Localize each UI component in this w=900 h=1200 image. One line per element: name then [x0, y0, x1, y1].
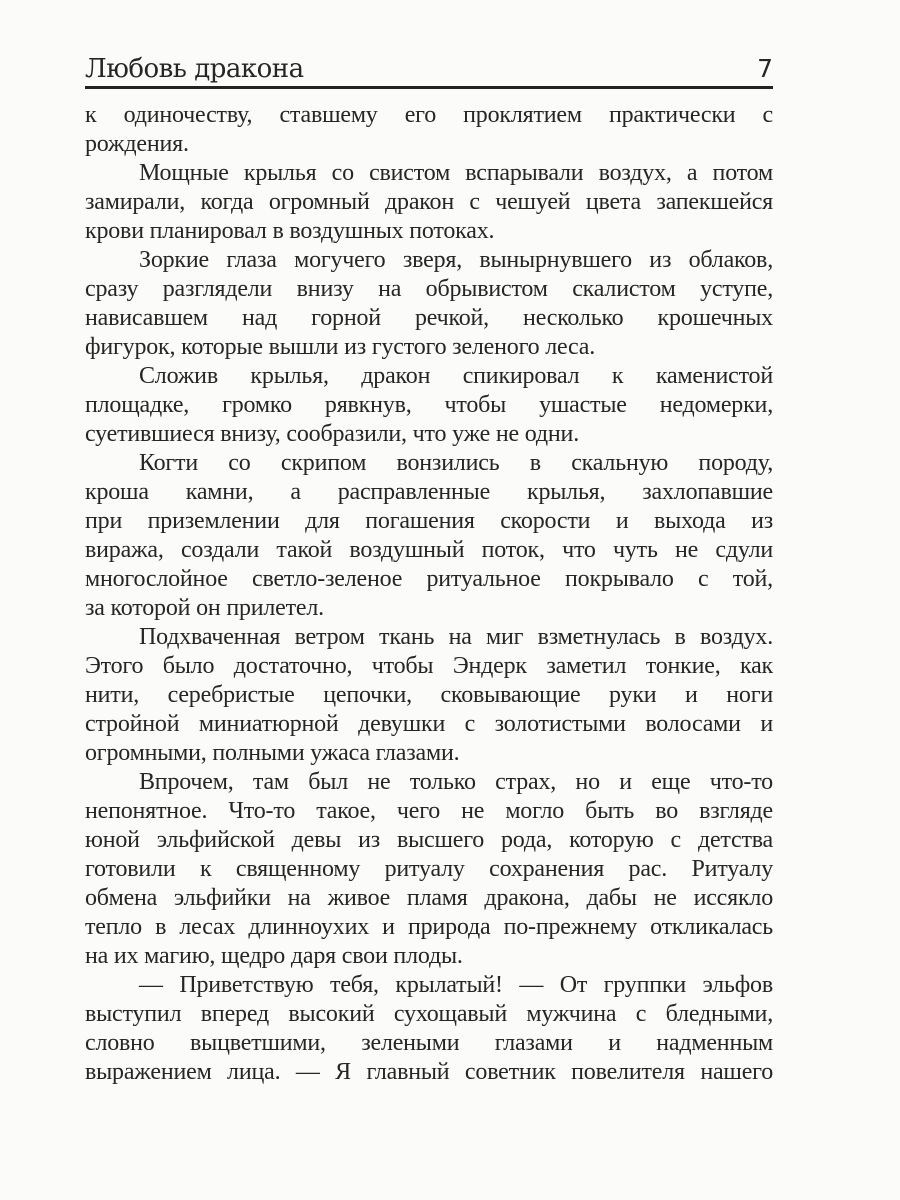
- paragraph: [85, 101, 773, 159]
- text-line: Сложив крылья, дракон спикировал к каменистой: [139, 363, 773, 389]
- text-line: фигурок, которые вышли из густого зеленого леса.: [85, 334, 596, 360]
- page-content: [85, 55, 773, 1087]
- paragraph: [85, 449, 773, 623]
- text-line: огромными, полными ужаса глазами.: [85, 740, 460, 766]
- text-line: за которой он прилетел.: [85, 595, 324, 621]
- header-rule: [85, 86, 773, 89]
- text-line: тепло в лесах длинноухих и природа по-прежнему откликалась: [85, 914, 773, 940]
- text-line: суетившиеся внизу, сообразили, что уже не одни.: [85, 421, 580, 447]
- text-line: Мощные крылья со свистом вспарывали воздух, а потом: [139, 160, 773, 186]
- text-line: обмена эльфийки на живое пламя дракона, дабы не иссякло: [85, 885, 773, 911]
- text-line: сразу разглядели внизу на обрывистом скалистом уступе,: [85, 276, 773, 302]
- paragraph: [85, 768, 773, 971]
- text-line: непонятное. Что-то такое, чего не могло быть во взгляде: [85, 798, 773, 824]
- text-line: стройной миниатюрной девушки с золотистыми волосами и: [85, 711, 773, 737]
- running-title: Любовь дракона: [85, 54, 304, 84]
- paragraph: [85, 246, 773, 362]
- text-line: к одиночеству, ставшему его проклятием практически с: [85, 102, 773, 128]
- body-text: [85, 101, 773, 1087]
- text-line: крови планировал в воздушных потоках.: [85, 218, 495, 244]
- text-line: виража, создали такой воздушный поток, что чуть не сдули: [85, 537, 773, 563]
- text-line: словно выцветшими, зелеными глазами и надменным: [85, 1030, 773, 1056]
- text-line: Впрочем, там был не только страх, но и еще что-то: [139, 769, 773, 795]
- text-line: кроша камни, а расправленные крылья, захлопавшие: [85, 479, 773, 505]
- page-header: [85, 55, 773, 83]
- text-line: площадке, громко рявкнув, чтобы ушастые недомерки,: [85, 392, 773, 418]
- paragraph: [85, 362, 773, 449]
- paragraph: [85, 623, 773, 768]
- paragraph: [85, 971, 773, 1087]
- text-line: Подхваченная ветром ткань на миг взметнулась в воздух.: [139, 624, 773, 650]
- page-number: 7: [757, 54, 773, 83]
- text-line: готовили к священному ритуалу сохранения рас. Ритуалу: [85, 856, 773, 882]
- text-line: на их магию, щедро даря свои плоды.: [85, 943, 463, 969]
- text-line: при приземлении для погашения скорости и выхода из: [85, 508, 773, 534]
- text-line: выражением лица. — Я главный советник повелителя нашего: [85, 1059, 773, 1085]
- text-line: Зоркие глаза могучего зверя, вынырнувшего из облаков,: [139, 247, 773, 273]
- paragraph: [85, 159, 773, 246]
- text-line: Этого было достаточно, чтобы Эндерк заметил тонкие, как: [85, 653, 773, 679]
- text-line: юной эльфийской девы из высшего рода, которую с детства: [85, 827, 773, 853]
- text-line: выступил вперед высокий сухощавый мужчина с бледными,: [85, 1001, 773, 1027]
- text-line: многослойное светло-зеленое ритуальное покрывало с той,: [85, 566, 773, 592]
- text-line: — Приветствую тебя, крылатый! — От группки эльфов: [139, 972, 773, 998]
- text-line: рождения.: [85, 131, 189, 157]
- text-line: нависавшем над горной речкой, несколько крошечных: [85, 305, 773, 331]
- text-line: Когти со скрипом вонзились в скальную породу,: [139, 450, 773, 476]
- text-line: замирали, когда огромный дракон с чешуей цвета запекшейся: [85, 189, 773, 215]
- text-line: нити, серебристые цепочки, сковывающие руки и ноги: [85, 682, 773, 708]
